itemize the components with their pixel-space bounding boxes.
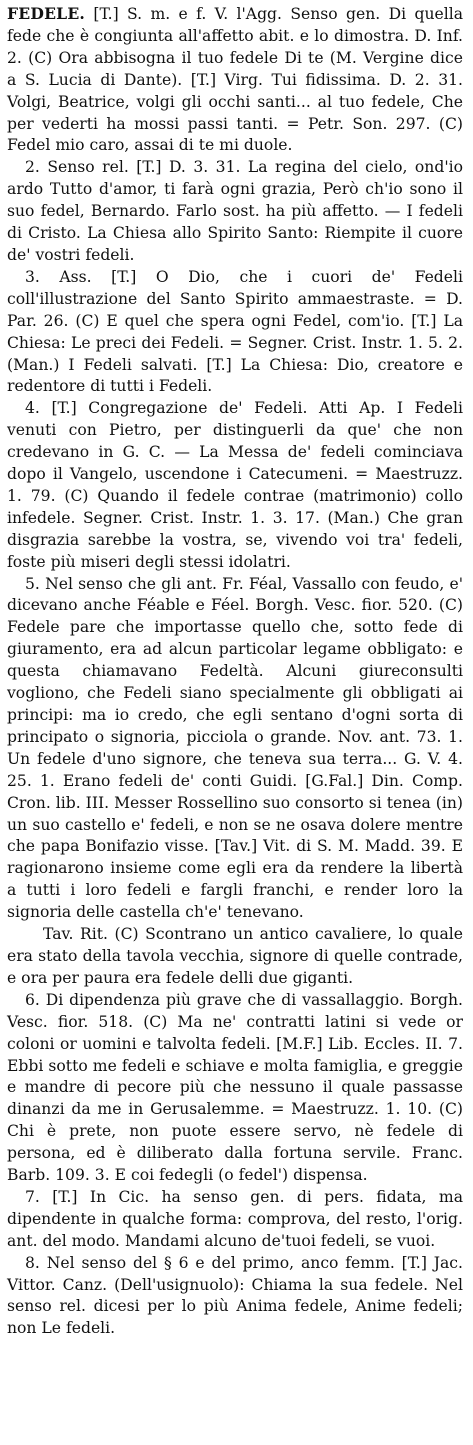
entry-sense-2: 2. Senso rel. [T.] D. 3. 31. La regina del cielo, ond'io ardo Tutto d'amor, ti farà ogni grazia, Però ch'io sono il suo fedel, Bernardo. Farlo sost. ha più affetto. — I fedeli di Cristo. La Chiesa allo Spirito Santo: Riempite il cuore de' vostri fedeli. xyxy=(7,158,463,264)
entry-sense-7: 7. [T.] In Cic. ha senso gen. di pers. fidata, ma dipendente in qualche forma: comprova, del resto, l'orig. ant. del modo. Mandami alcuno de'tuoi fedeli, se vuoi. xyxy=(7,1187,463,1250)
entry-sense-8: 8. Nel senso del § 6 e del primo, anco femm. [T.] Jac. Vittor. Canz. (Dell'usignuolo): Chiama la sua fedele. Nel senso rel. dicesi per lo più Anima fedele, Anime fedeli; non Le fedeli. xyxy=(7,1253,463,1338)
entry-sense-4: 4. [T.] Congregazione de' Fedeli. Atti Ap. I Fedeli venuti con Pietro, per distinguerli da que' che non credevano in G. C. — La Messa de' fedeli cominciava dopo il Vangelo, uscendone i Catecumeni. = Maestruzz. 1. 79. (C) Quando il fedele contrae (matrimonio) collo infedele. Segner. Crist. Instr. 1. 3. 17. (Man.) Che gran disgrazia sarebbe la vostra, se, vivendo voi tra' fedeli, foste più miseri degli stessi idolatri. xyxy=(7,399,463,571)
entry-sense-6: 6. Di dipendenza più grave che di vassallaggio. Borgh. Vesc. fior. 518. (C) Ma ne' contratti latini si vede or coloni or uomini e talvolta fedeli. [M.F.] Lib. Eccles. II. 7. Ebbi sotto me fedeli e schiave e molta famiglia, e greggie e mandre di pecore più che nessuno il quale passasse dinanzi da me in Gerusalemme. = Maestruzz. 1. 10. (C) Chi è prete, non puote essere servo, nè fedele di persona, ed è diliberato dalla fortuna servile. Franc. Barb. 109. 3. E coi fedegli (o fedel') dispensa. xyxy=(7,990,463,1185)
entry-sense-5-continuation: Tav. Rit. (C) Scontrano un antico cavaliere, lo quale era stato della tavola vecchia, signore di quelle contrade, e ora per paura era fedele delli due giganti. xyxy=(7,925,463,987)
sense-1-text: [T.] S. m. e f. V. l'Agg. Senso gen. Di quella fede che è congiunta all'affetto abit. e lo dimostra. D. Inf. 2. (C) Ora abbisogna il tuo fedele Di te (M. Vergine dice a S. Lucia di Dante). [T.] Virg. Tui fidissima. D. 2. 31. Volgi, Beatrice, volgi gli occhi santi... al tuo fedele, Che per vederti ha mossi passi tanti. = Petr. Son. 297. (C) Fedel mio caro, assai di te mi duole. xyxy=(7,5,464,155)
entry-sense-1 xyxy=(7,3,463,157)
headword: FEDELE. xyxy=(7,4,86,23)
entry-sense-3: 3. Ass. [T.] O Dio, che i cuori de' Fedeli coll'illustrazione del Santo Spirito ammaestraste. = D. Par. 26. (C) E quel che spera ogni Fedel, com'io. [T.] La Chiesa: Le preci dei Fedeli. = Segner. Crist. Instr. 1. 5. 2. (Man.) I Fedeli salvati. [T.] La Chiesa: Dio, creatore e redentore di tutti i Fedeli. xyxy=(7,267,463,396)
entry-sense-5: 5. Nel senso che gli ant. Fr. Féal, Vassallo con feudo, e' dicevano anche Féable e Féel. Borgh. Vesc. fior. 520. (C) Fedele pare che importasse quello che, sotto fede di giuramento, era ad alcun particolar legame obbligato: e questa chiamavano Fedeltà. Alcuni giureconsulti vogliono, che Fedeli siano specialmente gli obbligati ai principi: ma io credo, che egli sentano d'ogni sorta di principato o signoria, picciola o grande. Nov. ant. 73. 1. Un fedele d'uno signore, che teneva sua terra... G. V. 4. 25. 1. Erano fedeli de' conti Guidi. [G.Fal.] Din. Comp. Cron. lib. III. Messer Rossellino suo consorto si tenea (in) un suo castello e' fedeli, e non se ne osava dolere mentre che papa Bonifazio visse. [Tav.] Vit. di S. M. Madd. 39. E ragionarono insieme come egli era da rendere la libertà a tutti i loro fedeli e fargli franchi, e render loro la signoria delle castella ch'e' tenevano. xyxy=(7,574,463,922)
